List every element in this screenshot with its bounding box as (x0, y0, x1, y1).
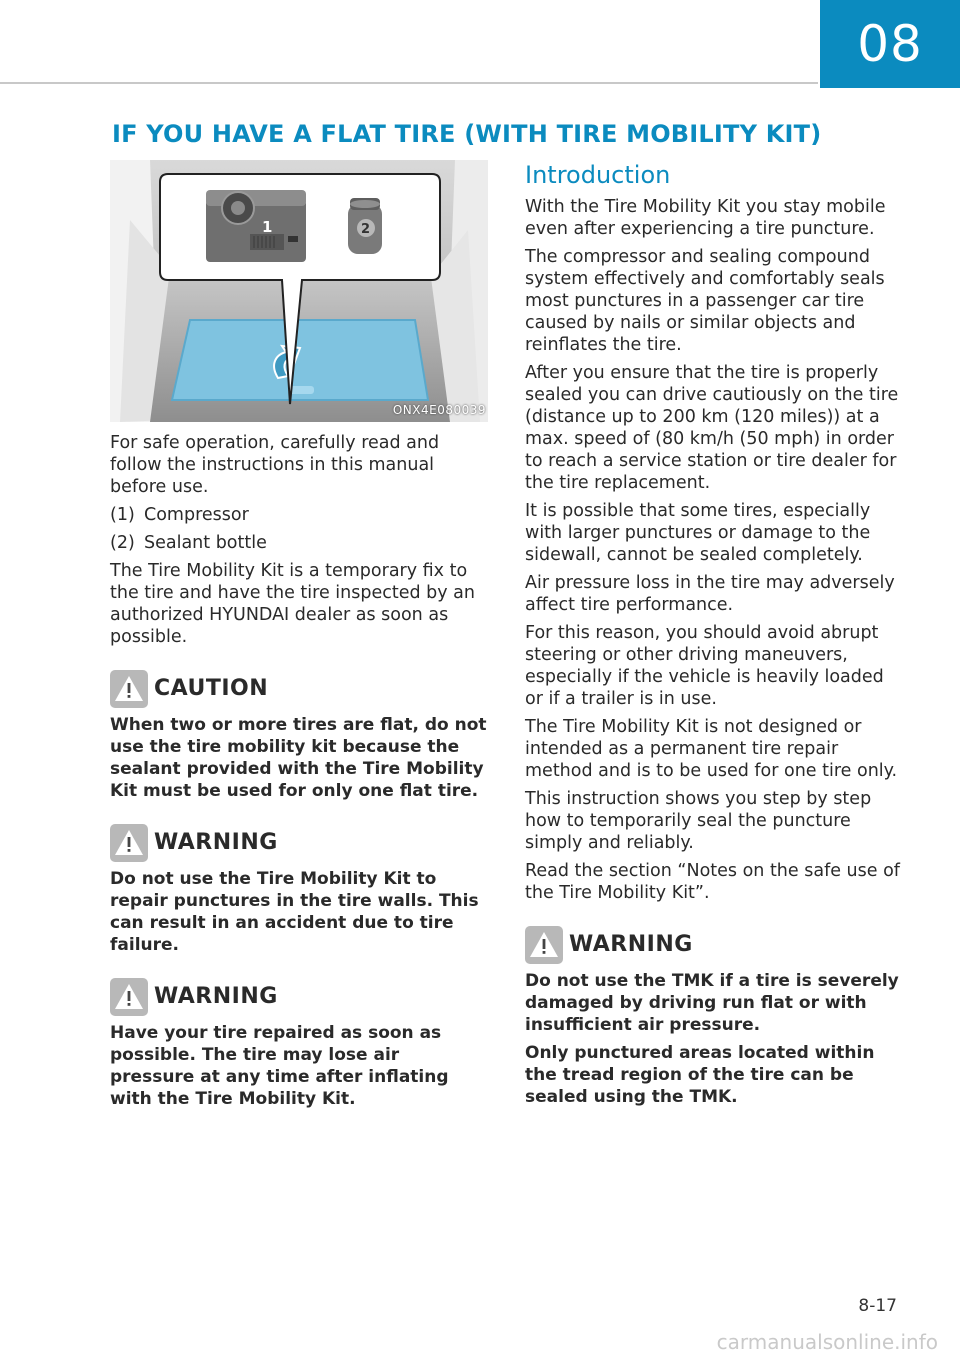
warning-label: WARNING (154, 984, 278, 1009)
header-rule (0, 82, 818, 84)
section-title: IF YOU HAVE A FLAT TIRE (WITH TIRE MOBILITY KIT) (112, 120, 822, 148)
figure-code: ONX4E080039 (392, 403, 486, 417)
intro-paragraph: After you ensure that the tire is properly sealed you can drive cautiously on the tire (distance up to 200 km (120 miles)) at a max. speed of (80 km/h (50 mph) in order to reach a service station or tire dealer for the tire replacement. (525, 363, 899, 493)
page-number: 8-17 (858, 1296, 897, 1316)
list-number: (2) (110, 533, 135, 553)
chapter-tab (820, 0, 960, 88)
warning-icon (110, 824, 148, 862)
caution-label: CAUTION (154, 676, 269, 701)
warning-notice-3 (525, 926, 905, 1108)
warning-label: WARNING (154, 830, 278, 855)
right-column (525, 160, 905, 1114)
list-text: Compressor (144, 505, 249, 525)
caution-text: When two or more tires are flat, do not use the tire mobility kit because the sealant provided with the Tire Mobility Kit must be used for only one flat tire. (110, 715, 487, 801)
tire-mobility-kit-figure (110, 160, 488, 422)
warning-text: Have your tire repaired as soon as possible. The tire may lose air pressure at any time after inflating with the Tire Mobility Kit. (110, 1023, 449, 1109)
chapter-number: 08 (857, 15, 923, 73)
introduction-heading: Introduction (525, 161, 671, 189)
intro-paragraph: With the Tire Mobility Kit you stay mobile even after experiencing a tire puncture. (525, 197, 886, 239)
cargo-area-illustration (110, 160, 488, 422)
compressor-image (206, 190, 306, 262)
temporary-fix-paragraph: The Tire Mobility Kit is a temporary fix to the tire and have the tire inspected by an authorized HYUNDAI dealer as soon as possible. (110, 561, 475, 647)
callout-1: 1 (262, 218, 273, 236)
intro-paragraph: The Tire Mobility Kit is not designed or intended as a permanent tire repair method and is to be used for one tire only. (525, 717, 898, 781)
watermark: carmanualsonline.info (716, 1330, 938, 1354)
warning-icon (525, 926, 563, 964)
callout-2: 2 (361, 222, 371, 237)
caution-notice (110, 670, 488, 802)
intro-paragraph: The compressor and sealing compound system effectively and comfortably seals most punctures in a passenger car tire caused by nails or similar objects and reinflates the tire. (525, 247, 885, 355)
intro-paragraph: Read the section “Notes on the safe use of the Tire Mobility Kit”. (525, 861, 900, 903)
warning-icon (110, 978, 148, 1016)
warning-label: WARNING (569, 932, 693, 957)
intro-paragraph: For this reason, you should avoid abrupt steering or other driving maneuvers, especially if the vehicle is heavily loaded or if a trailer is in use. (525, 623, 884, 709)
intro-paragraph: Air pressure loss in the tire may adversely affect tire performance. (525, 573, 895, 615)
list-item (110, 504, 488, 526)
caution-icon (110, 670, 148, 708)
warning-text: Do not use the TMK if a tire is severely damaged by driving run flat or with insufficient air pressure. (525, 971, 899, 1035)
list-number: (1) (110, 505, 135, 525)
warning-text: Do not use the Tire Mobility Kit to repair punctures in the tire walls. This can result in an accident due to tire failure. (110, 869, 479, 955)
intro-paragraph: For safe operation, carefully read and follow the instructions in this manual before use. (110, 433, 440, 497)
intro-paragraph: It is possible that some tires, especially with larger punctures or damage to the sidewall, cannot be sealed completely. (525, 501, 871, 565)
warning-notice-1 (110, 824, 488, 956)
left-column (110, 160, 488, 1116)
list-text: Sealant bottle (144, 533, 267, 553)
intro-paragraph: This instruction shows you step by step how to temporarily seal the puncture simply and reliably. (525, 789, 872, 853)
warning-notice-2 (110, 978, 488, 1110)
warning-text: Only punctured areas located within the tread region of the tire can be sealed using the TMK. (525, 1043, 875, 1107)
list-item (110, 532, 488, 554)
